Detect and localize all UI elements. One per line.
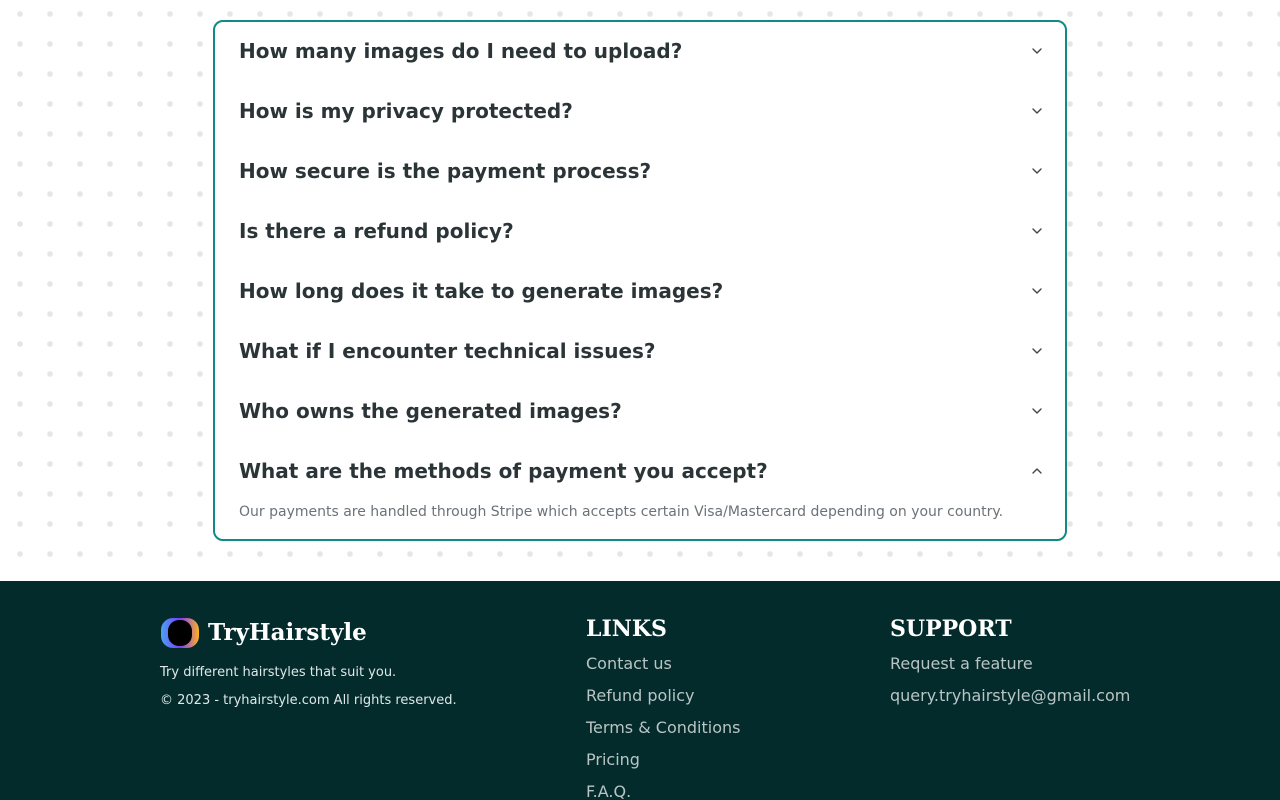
chevron-down-icon: [1031, 285, 1043, 297]
chevron-down-icon: [1031, 165, 1043, 177]
faq-question: How is my privacy protected?: [239, 99, 573, 123]
faq-answer: Our payments are handled through Stripe which accepts certain Visa/Mastercard depending on your country.: [239, 504, 1004, 520]
chevron-down-icon: [1031, 45, 1043, 57]
faq-question: How secure is the payment process?: [239, 159, 652, 183]
faq-question: How many images do I need to upload?: [239, 39, 683, 63]
footer-link-refund-policy[interactable]: Refund policy: [586, 686, 695, 705]
faq-item-image-ownership[interactable]: [239, 396, 1045, 436]
faq-question: Is there a refund policy?: [239, 219, 514, 243]
footer-link-terms[interactable]: Terms & Conditions: [586, 718, 741, 737]
footer-link-pricing[interactable]: Pricing: [586, 750, 640, 769]
faq-accordion: [213, 20, 1067, 541]
chevron-up-icon: [1031, 465, 1043, 477]
chevron-down-icon: [1031, 345, 1043, 357]
faq-question: What are the methods of payment you accept?: [239, 459, 768, 483]
faq-item-payment-security[interactable]: [239, 156, 1045, 196]
chevron-down-icon: [1031, 105, 1043, 117]
faq-item-upload-count[interactable]: [239, 36, 1045, 76]
site-footer: [0, 581, 1280, 800]
chevron-down-icon: [1031, 225, 1043, 237]
faq-item-technical-issues[interactable]: [239, 336, 1045, 376]
faq-item-generation-time[interactable]: [239, 276, 1045, 316]
footer-link-support-email[interactable]: query.tryhairstyle@gmail.com: [890, 686, 1131, 705]
faq-item-payment-methods[interactable]: [239, 456, 1045, 496]
brand-name: TryHairstyle: [208, 619, 367, 646]
footer-link-faq[interactable]: F.A.Q.: [586, 782, 632, 800]
footer-link-contact[interactable]: Contact us: [586, 654, 672, 673]
faq-item-privacy[interactable]: [239, 96, 1045, 136]
links-heading: LINKS: [586, 616, 667, 642]
faq-question: What if I encounter technical issues?: [239, 339, 656, 363]
footer-tagline: Try different hairstyles that suit you.: [160, 665, 397, 680]
footer-link-request-feature[interactable]: Request a feature: [890, 654, 1033, 673]
tryhairstyle-logo-icon: [160, 617, 200, 649]
chevron-down-icon: [1031, 405, 1043, 417]
faq-question: How long does it take to generate images?: [239, 279, 724, 303]
support-heading: SUPPORT: [890, 616, 1012, 642]
footer-copyright: © 2023 - tryhairstyle.com All rights reserved.: [160, 693, 457, 708]
faq-question: Who owns the generated images?: [239, 399, 622, 423]
faq-item-refund-policy[interactable]: [239, 216, 1045, 256]
